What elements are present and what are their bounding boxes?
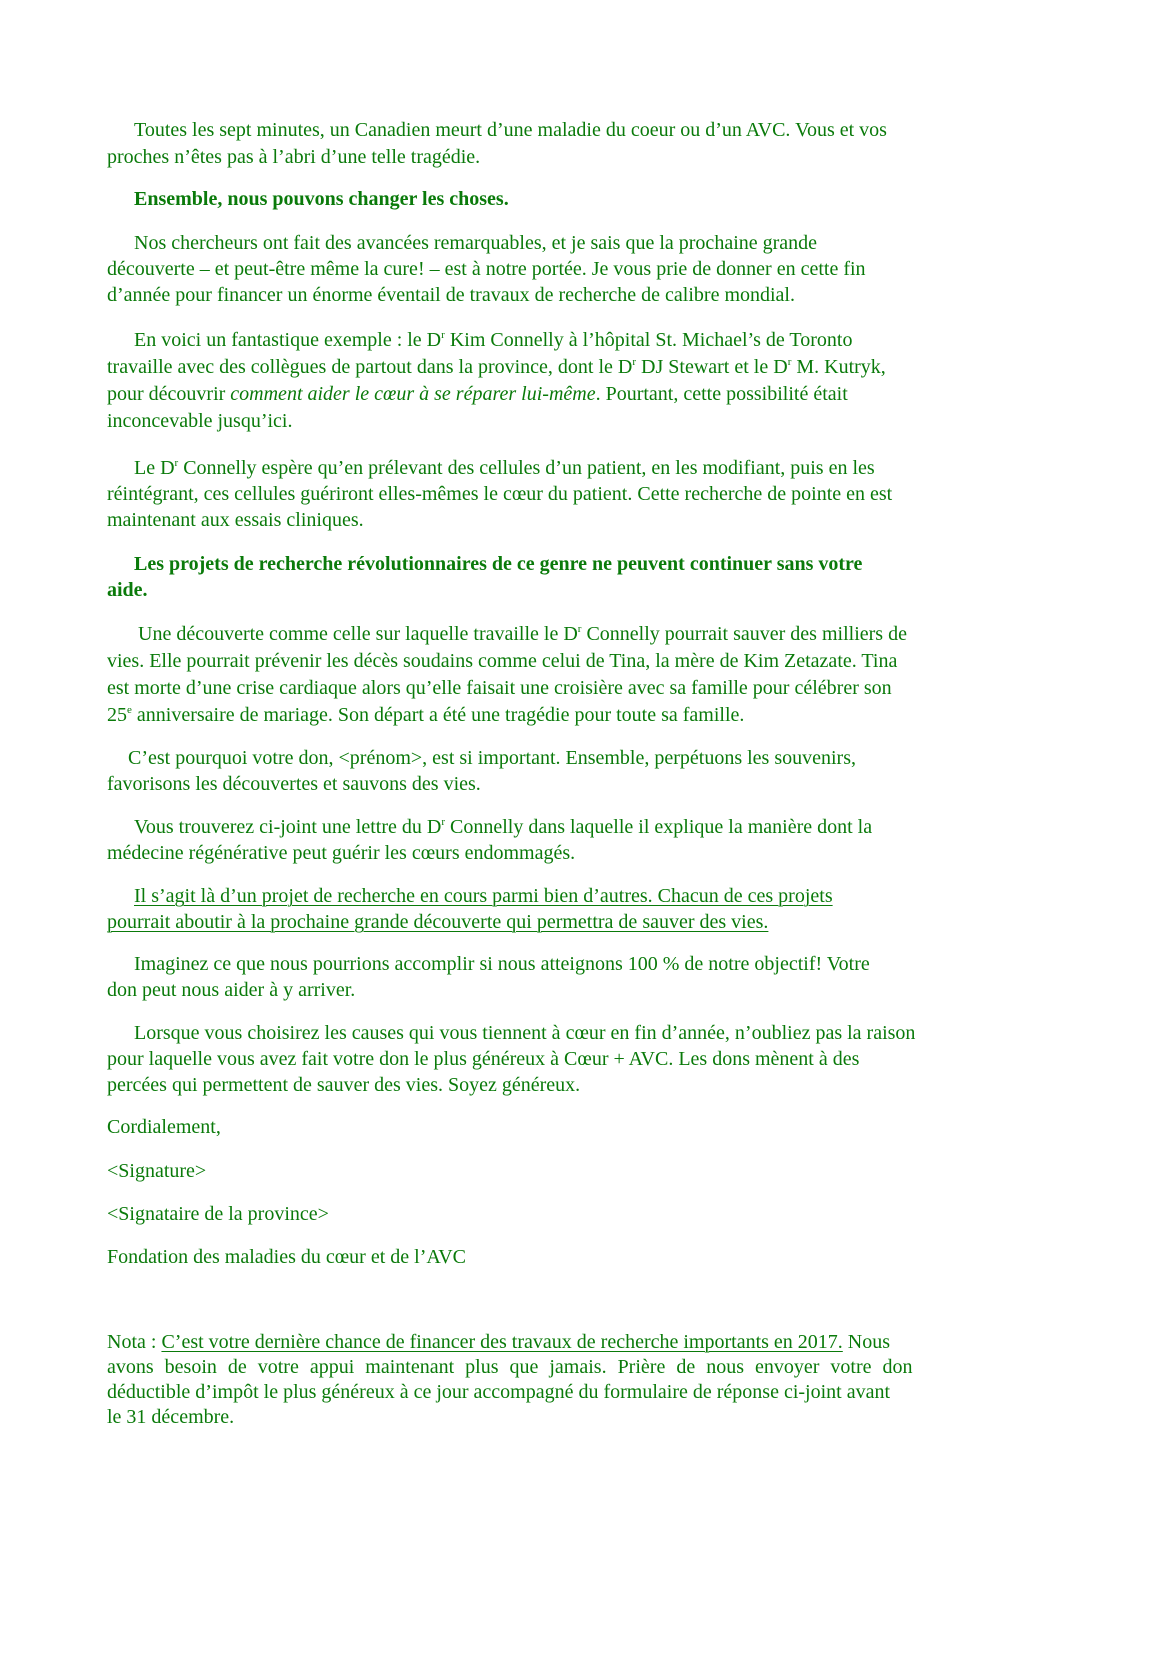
underlined-paragraph-line-1: Il s’agit là d’un projet de recherche en cours parmi bien d’autres. Chacun de ces projets: [134, 885, 833, 907]
paragraph-discovery-line-4: [107, 702, 744, 728]
paragraph-example-line-3: [107, 381, 848, 407]
paragraph-researchers-line-3: d’année pour financer un énorme éventail de travaux de recherche de calibre mondial.: [107, 284, 795, 306]
paragraph-donation-line-1: C’est pourquoi votre don, <prénom>, est si important. Ensemble, perpétuons les souvenirs,: [128, 747, 856, 769]
text-span: Connelly pourrait sauver des milliers de: [581, 623, 907, 645]
text-span: Kim Connelly à l’hôpital St. Michael’s de Toronto: [444, 329, 853, 351]
nota-line-3: déductible d’impôt le plus généreux à ce jour accompagné du formulaire de réponse ci-joint avant: [107, 1381, 891, 1403]
paragraph-letter-line-1: [134, 814, 872, 840]
nota-line-1: [107, 1329, 890, 1355]
text-span: M. Kutryk,: [791, 356, 886, 378]
paragraph-causes-line-3: percées qui permettent de sauver des vies. Soyez généreux.: [107, 1074, 581, 1096]
italic-phrase: comment aider le cœur à se réparer lui-même: [230, 383, 596, 405]
superscript-e: e: [127, 704, 132, 716]
text-span: En voici un fantastique exemple : le D: [134, 329, 442, 351]
text-span: Une découverte comme celle sur laquelle travaille le D: [138, 623, 578, 645]
paragraph-example-line-4: inconcevable jusqu’ici.: [107, 410, 293, 432]
text-span: DJ Stewart et le D: [636, 356, 788, 378]
paragraph-discovery-line-2: vies. Elle pourrait prévenir les décès soudains comme celui de Tina, la mère de Kim Zetazate. Tina: [107, 650, 898, 672]
paragraph-donation-line-2: favorisons les découvertes et sauvons des vies.: [107, 773, 481, 795]
text-span: pour découvrir: [107, 383, 231, 405]
heading-ensemble: Ensemble, nous pouvons changer les choses.: [134, 188, 509, 210]
text-span: . Pourtant, cette possibilité était: [595, 383, 848, 405]
superscript-r: r: [632, 356, 637, 368]
text-span: travaille avec des collègues de partout dans la province, dont le D: [107, 356, 633, 378]
paragraph-causes-line-2: pour laquelle vous avez fait votre don le plus généreux à Cœur + AVC. Les dons mènent à des: [107, 1048, 860, 1070]
superscript-r: r: [577, 623, 582, 635]
text-span: Connelly espère qu’en prélevant des cellules d’un patient, en les modifiant, puis en les: [178, 457, 875, 479]
organization-name: Fondation des maladies du cœur et de l’AVC: [107, 1246, 467, 1268]
nota-line-4: le 31 décembre.: [107, 1406, 235, 1428]
paragraph-example-line-2: [107, 354, 886, 380]
superscript-r: r: [441, 816, 445, 828]
paragraph-imagine-line-1: Imaginez ce que nous pourrions accomplir si nous atteignons 100 % de notre objectif! Votre: [134, 953, 870, 975]
closing: Cordialement,: [107, 1116, 221, 1138]
heading-projects-line-1: Les projets de recherche révolutionnaires de ce genre ne peuvent continuer sans votre: [134, 553, 863, 575]
paragraph-intro-line-2: proches n’êtes pas à l’abri d’une telle tragédie.: [107, 146, 481, 168]
underlined-paragraph-line-2: pourrait aboutir à la prochaine grande découverte qui permettra de sauver des vies.: [107, 911, 769, 933]
heading-projects-line-2: aide.: [107, 579, 148, 601]
paragraph-connelly-line-3: maintenant aux essais cliniques.: [107, 509, 364, 531]
paragraph-discovery-line-1: [138, 621, 907, 647]
paragraph-imagine-line-2: don peut nous aider à y arriver.: [107, 979, 356, 1001]
paragraph-connelly-line-2: réintégrant, ces cellules guériront elles-mêmes le cœur du patient. Cette recherche de pointe en est: [107, 483, 893, 505]
text-span: Nous: [842, 1331, 891, 1353]
paragraph-letter-line-2: médecine régénérative peut guérir les cœurs endommagés.: [107, 842, 576, 864]
paragraph-example-line-1: [134, 327, 852, 353]
paragraph-discovery-line-3: est morte d’une crise cardiaque alors qu’elle faisait une croisière avec sa famille pour célébrer son: [107, 677, 892, 699]
text-span: anniversaire de mariage. Son départ a été une tragédie pour toute sa famille.: [131, 704, 745, 726]
superscript-r: r: [174, 457, 179, 469]
text-span: Vous trouverez ci-joint une lettre du D: [134, 816, 442, 838]
nota-line-2: avons besoin de votre appui maintenant plus que jamais. Prière de nous envoyer votre don: [107, 1356, 913, 1378]
text-span: Connelly dans laquelle il explique la manière dont la: [445, 816, 873, 838]
nota-underlined-text: C’est votre dernière chance de financer des travaux de recherche importants en 2017.: [161, 1331, 843, 1353]
superscript-r: r: [787, 356, 792, 368]
paragraph-connelly-line-1: [134, 455, 875, 481]
paragraph-intro-line-1: Toutes les sept minutes, un Canadien meurt d’une maladie du coeur ou d’un AVC. Vous et vos: [134, 119, 887, 141]
superscript-r: r: [441, 329, 445, 341]
text-span: Le D: [134, 457, 175, 479]
nota-label: Nota :: [107, 1331, 162, 1353]
text-span: 25: [107, 704, 127, 726]
signature-placeholder: <Signature>: [107, 1160, 207, 1182]
paragraph-researchers-line-1: Nos chercheurs ont fait des avancées remarquables, et je sais que la prochaine grande: [134, 232, 818, 254]
paragraph-causes-line-1: Lorsque vous choisirez les causes qui vous tiennent à cœur en fin d’année, n’oubliez pas la raison: [134, 1022, 916, 1044]
paragraph-researchers-line-2: découverte – et peut-être même la cure! – est à notre portée. Je vous prie de donner en cette fin: [107, 258, 866, 280]
signatory-placeholder: <Signataire de la province>: [107, 1203, 329, 1225]
